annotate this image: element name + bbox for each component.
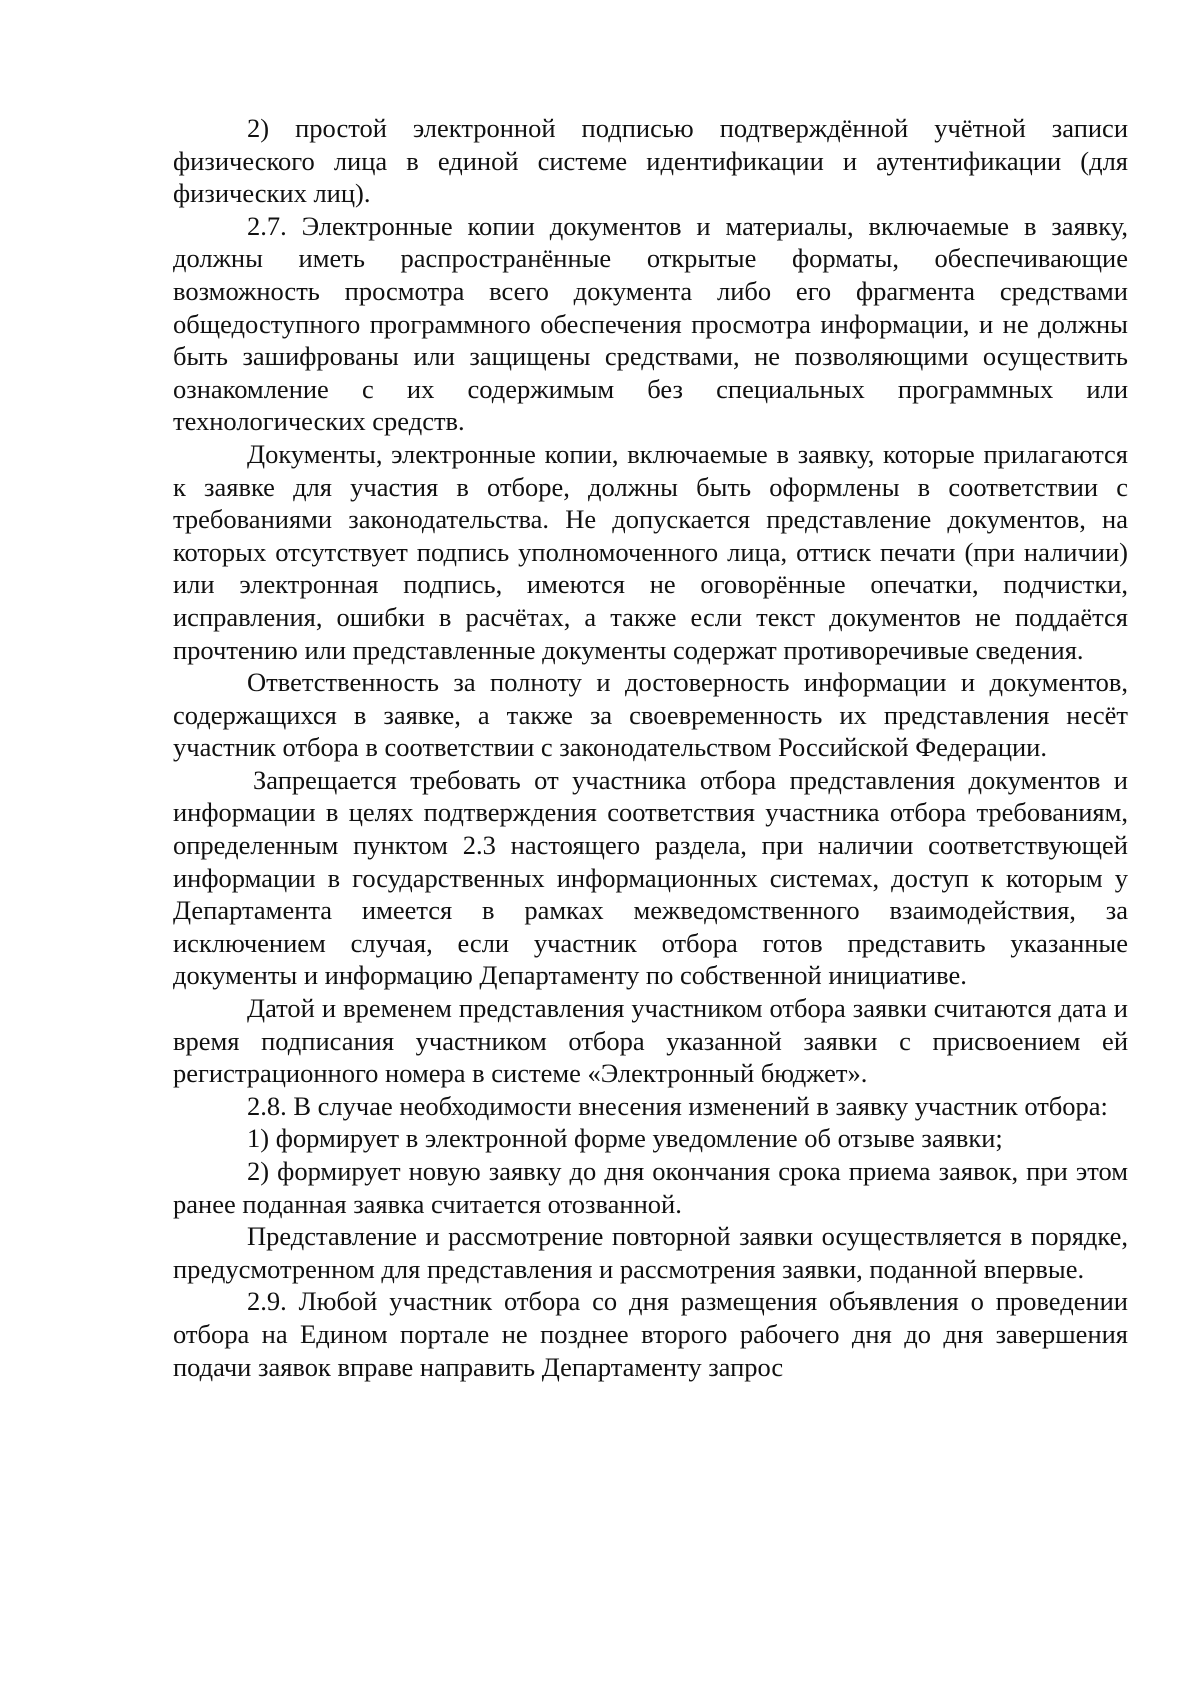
- paragraph-2-8-changes: 2.8. В случае необходимости внесения изменений в заявку участник отбора:: [247, 1090, 1108, 1121]
- paragraph-repeat-application: Представление и рассмотрение повторной заявки осуществляется в порядке, предусмотренном для представления и рассмотрения заявки, поданной впервые.: [173, 1221, 1128, 1284]
- paragraph-2-7-electronic-copies: 2.7. Электронные копии документов и материалы, включаемые в заявку, должны иметь распространённые открытые форматы, обеспечивающие возможность просмотра всего документа либо его фрагмента средствами общедоступного программного обеспечения просмотра информации, и не должны быть зашифрованы или защищены средствами, не позволяющими осуществить ознакомление с их содержимым без специальных программных или технологических средств.: [173, 210, 1128, 437]
- paragraph-submission-date: Датой и временем представления участником отбора заявки считаются дата и время подписания участником отбора указанной заявки с присвоением ей регистрационного номера в системе «Электронный бюджет».: [173, 993, 1128, 1089]
- paragraph-documents-requirements: Документы, электронные копии, включаемые в заявку, которые прилагаются к заявке для участия в отборе, должны быть оформлены в соответствии с требованиями законодательства. Не допускается представление документов, на которых отсутствует подпись уполномоченного лица, оттиск печати (при наличии) или электронная подпись, имеются не оговорённые опечатки, подчистки, исправления, ошибки в расчётах, а также если текст документов не поддаётся прочтению или представленные документы содержат противоречивые сведения.: [173, 438, 1128, 665]
- paragraph-prohibition: Запрещается требовать от участника отбора представления документов и информации в целях подтверждения соответствия участника отбора требованиям, определенным пунктом 2.3 настоящего раздела, при наличии соответствующей информации в государственных информационных системах, доступ к которым у Департамента имеется в рамках межведомственного взаимодействия, за исключением случая, если участник отбора готов представить указанные документы и информацию Департаменту по собственной инициативе.: [173, 764, 1128, 991]
- paragraph-signature-individuals: 2) простой электронной подписью подтверждённой учётной записи физического лица в единой системе идентификации и аутентификации (для физических лиц).: [173, 113, 1128, 209]
- paragraph-withdrawal-notice: 1) формирует в электронной форме уведомление об отзыве заявки;: [247, 1123, 1003, 1154]
- document-page: [173, 112, 1128, 1383]
- paragraph-responsibility: Ответственность за полноту и достоверность информации и документов, содержащихся в заявке, а также за своевременность их представления несёт участник отбора в соответствии с законодательством Российской Федерации.: [173, 667, 1128, 763]
- paragraph-2-9-request: 2.9. Любой участник отбора со дня размещения объявления о проведении отбора на Едином портале не позднее второго рабочего дня до дня завершения подачи заявок вправе направить Департаменту запрос: [173, 1286, 1128, 1382]
- paragraph-new-application: 2) формирует новую заявку до дня окончания срока приема заявок, при этом ранее поданная заявка считается отозванной.: [173, 1156, 1128, 1219]
